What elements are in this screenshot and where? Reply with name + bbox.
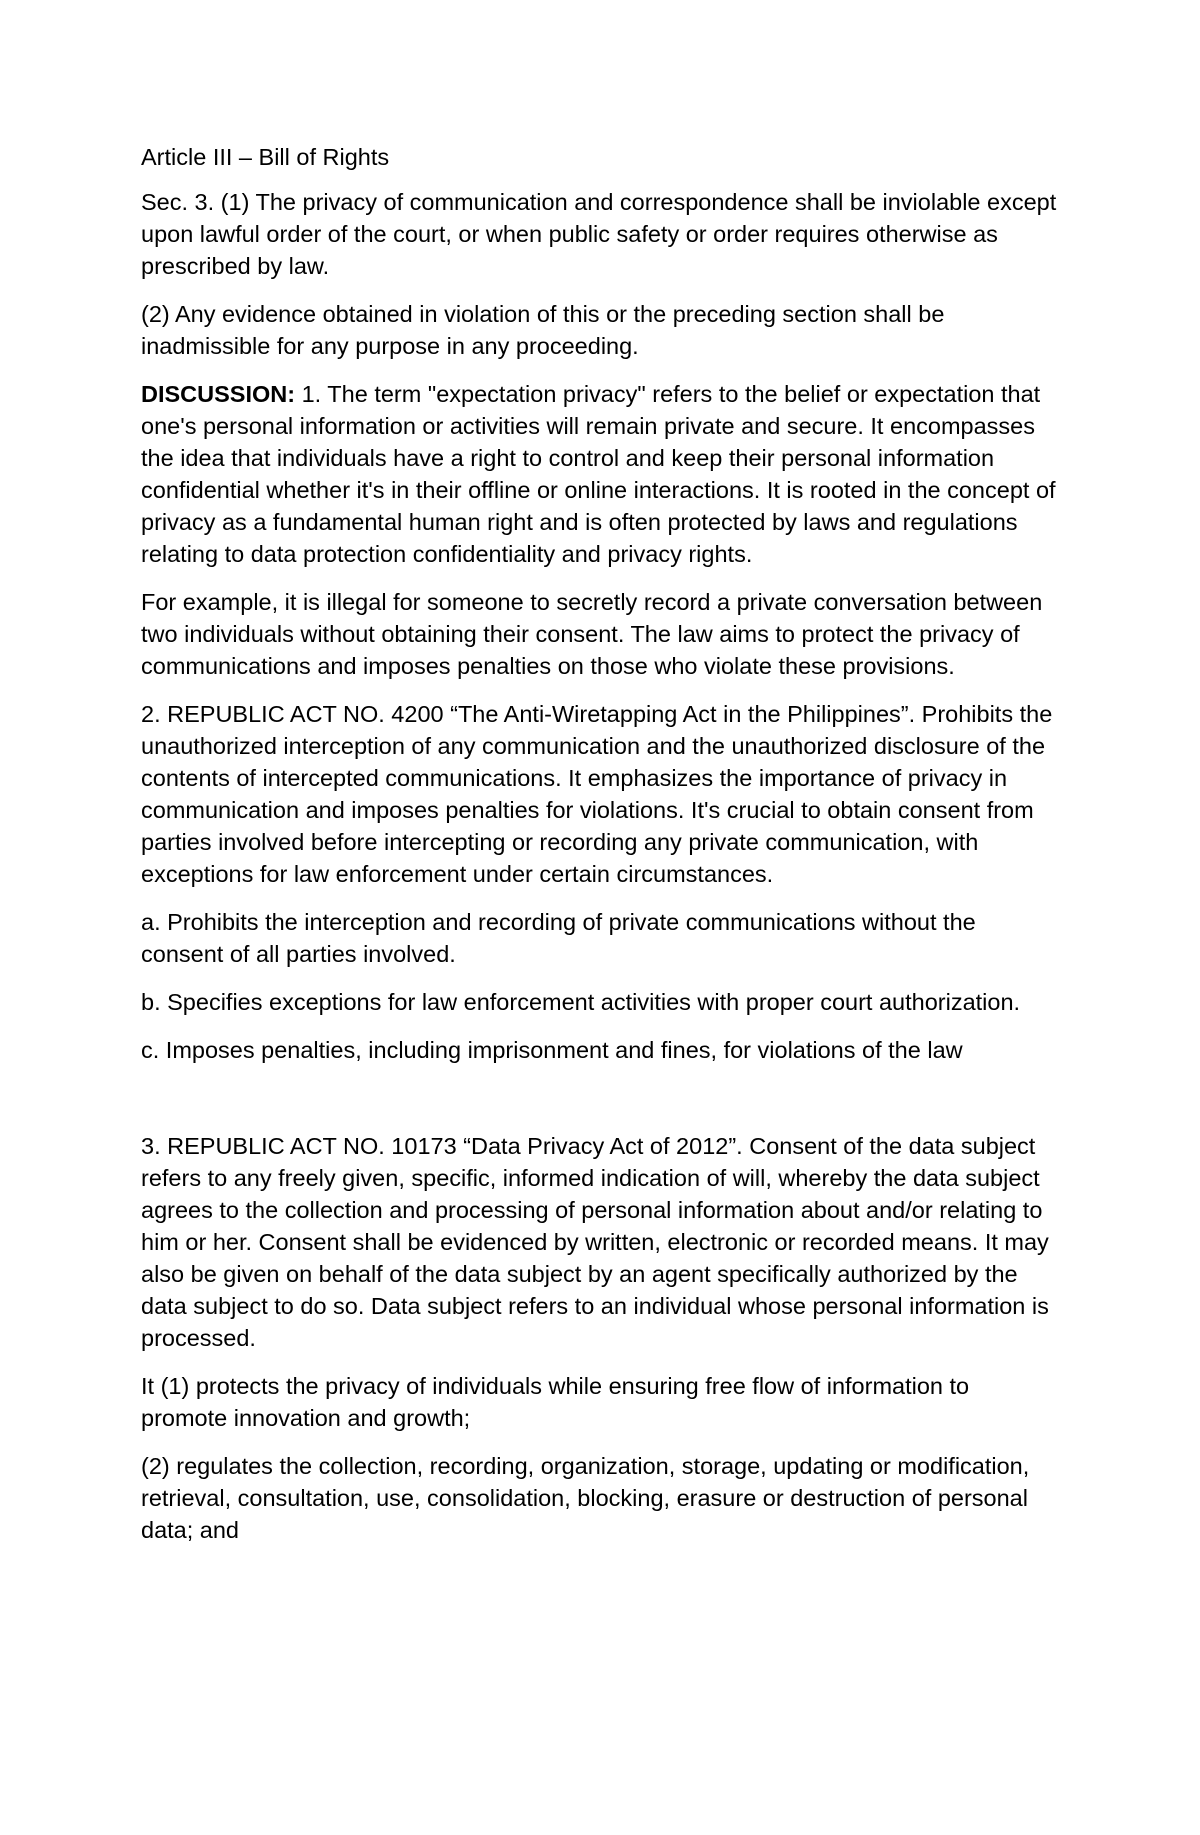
- ra10173-paragraph: 3. REPUBLIC ACT NO. 10173 “Data Privacy Act of 2012”. Consent of the data subject refers to any freely given, specific, informed indication of will, whereby the data subject agrees to the collection and processing of personal information about and/or relating to him or her. Consent shall be evidenced by written, electronic or recorded means. It may also be given on behalf of the data subject by an agent specifically authorized by the data subject to do so. Data subject refers to an individual whose personal information is processed.: [141, 1133, 1049, 1351]
- ra4200-paragraph: 2. REPUBLIC ACT NO. 4200 “The Anti-Wiretapping Act in the Philippines”. Prohibits the unauthorized interception of any communication and the unauthorized disclosure of the contents of intercepted communications. It emphasizes the importance of privacy in communication and imposes penalties for violations. It's crucial to obtain consent from parties involved before intercepting or recording any private communication, with exceptions for law enforcement under certain circumstances.: [141, 701, 1053, 887]
- sec3-paragraph-2: (2) Any evidence obtained in violation of this or the preceding section shall be inadmissible for any purpose in any proceeding.: [141, 301, 945, 359]
- protects-paragraph: It (1) protects the privacy of individuals while ensuring free flow of information to promote innovation and growth;: [141, 1373, 970, 1431]
- discussion-paragraph: [141, 378, 1061, 570]
- document-body: [141, 141, 1061, 1562]
- regulates-paragraph: (2) regulates the collection, recording, organization, storage, updating or modification, retrieval, consultation, use, consolidation, blocking, erasure or destruction of personal data; and: [141, 1453, 1030, 1543]
- sec3-paragraph-1: Sec. 3. (1) The privacy of communication and correspondence shall be inviolable except upon lawful order of the court, or when public safety or order requires otherwise as prescribed by law.: [141, 189, 1057, 279]
- discussion-label: DISCUSSION:: [141, 381, 296, 407]
- list-item-c: c. Imposes penalties, including imprisonment and fines, for violations of the law: [141, 1037, 963, 1063]
- article-heading: Article III – Bill of Rights: [141, 144, 390, 170]
- discussion-text: 1. The term "expectation privacy" refers to the belief or expectation that one's personal information or activities will remain private and secure. It encompasses the idea that individuals have a right to control and keep their personal information confidential whether it's in their offline or online interactions. It is rooted in the concept of privacy as a fundamental human right and is often protected by laws and regulations relating to data protection confidentiality and privacy rights.: [141, 381, 1056, 567]
- example-paragraph: For example, it is illegal for someone to secretly record a private conversation between two individuals without obtaining their consent. The law aims to protect the privacy of communications and imposes penalties on those who violate these provisions.: [141, 589, 1043, 679]
- list-item-b: b. Specifies exceptions for law enforcement activities with proper court authorization.: [141, 989, 1021, 1015]
- list-item-a: a. Prohibits the interception and recording of private communications without the consent of all parties involved.: [141, 909, 976, 967]
- blank-line: [141, 1082, 1061, 1130]
